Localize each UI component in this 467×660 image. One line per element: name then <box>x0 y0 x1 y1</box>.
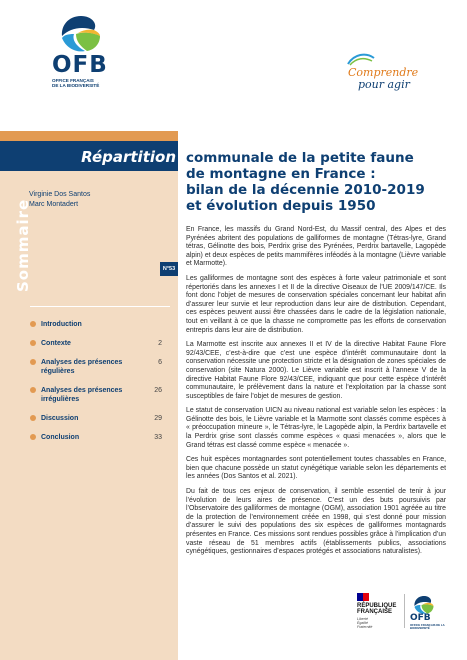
bullet-icon <box>30 387 36 393</box>
footer-ofb-subtitle: OFFICE FRANÇAIS DE LA BIODIVERSITÉ <box>410 623 445 631</box>
body-text <box>186 226 446 563</box>
bullet-icon <box>30 321 36 327</box>
ofb-logo-subtitle: OFFICE FRANÇAIS DE LA BIODIVERSITÉ <box>52 78 100 89</box>
tagline-swirl-icon <box>346 52 376 66</box>
author-1: Virginie Dos Santos <box>29 191 91 198</box>
sommaire-divider <box>30 306 170 307</box>
bullet-icon <box>30 340 36 346</box>
title-first-word: Répartition <box>81 148 176 166</box>
toc-item-presences-irregulieres[interactable]: Analyses des présences irrégulières 26 <box>30 386 162 404</box>
tagline-line-2: pour agir <box>358 78 410 91</box>
footer-ofb-wordmark: OFB <box>410 613 431 623</box>
ofb-logo-icon <box>58 14 104 54</box>
toc-item-presences-regulieres[interactable]: Analyses des présences régulières 6 <box>30 358 162 376</box>
table-of-contents <box>30 320 162 452</box>
paragraph: Du fait de tous ces enjeux de conservation, il semble essentiel de tenir à jour l’évolution de leurs aires de présence. C’est un des buts poursuivis par l’Observatoire des galliformes de montagne (OGM), association 1901 agréée au titre de la protection de l’environnement créée en 1998, qui s’est donné pour mission d’assurer le suivi des populations des six espèces de galliformes montagnards présentes en France. Ces missions sont rendues possibles grâce à l’implication d’un vaste réseau de 51 membres actifs (établissements publics, associations cynégétiques, gestionnaires d’espaces protégés et associations naturalistes). <box>186 488 446 556</box>
paragraph: En France, les massifs du Grand Nord-Est, du Massif central, des Alpes et des Pyrénées abritent des populations de galliformes de montagne (Tétras-lyre, Grand tétras, Gélinotte des bois, Perdrix grise des Pyrénées, Perdrix bartavelle, Lagopède alpin) et deux espèces de petits mammifères inféodés à la montagne (Lièvre variable et Marmotte). <box>186 226 446 268</box>
paragraph: Ces huit espèces montagnardes sont potentiellement toutes chassables en France, bien que chacune possède un statut cynégétique variable selon les départements et les années (Dos Santos et al. 2021). <box>186 456 446 481</box>
footer-divider <box>404 594 405 628</box>
republique-flag-red <box>363 593 369 601</box>
toc-item-contexte[interactable]: Contexte 2 <box>30 339 162 348</box>
paragraph: Le statut de conservation UICN au niveau national est variable selon les espèces : la Gélinotte des bois, le Lièvre variable et la Marmotte sont classés comme espèces à « préoccupation mineure », le Tétras-lyre, le Lagopède alpin, la Perdrix bartavelle et la Perdrix grise sont classés comme espèces « quasi menacées », alors que le Grand tétras est classé comme espèce « menacée ». <box>186 407 446 449</box>
ofb-logo-wordmark: OFB <box>52 52 108 78</box>
paragraph: La Marmotte est inscrite aux annexes II et IV de la directive Habitat Faune Flore 92/43/CEE, c’est-à-dire que c’est une espèce d’intérêt communautaire dont la conservation nécessite une protection stricte et la désignation de zones spéciales de conservation (site Natura 2000). Le Lièvre variable est inscrit à l’annexe V de la directive Habitat Faune Flore 92/43/CEE, indiquant que pour cette espèce d’intérêt communautaire, le prélèvement dans la nature et l’exploitation par la chasse sont susceptibles de faire l’objet de mesures de gestion. <box>186 341 446 400</box>
issue-badge: N°53 <box>160 262 178 276</box>
orange-accent-bar <box>0 131 178 141</box>
bullet-icon <box>30 359 36 365</box>
page-title: communale de la petite faune de montagne en France : bilan de la décennie 2010-2019 et évolution depuis 1950 <box>186 150 425 214</box>
republique-francaise-logo: RÉPUBLIQUE FRANÇAISE <box>357 603 397 616</box>
footer-ofb-logo-icon <box>412 595 436 615</box>
toc-item-conclusion[interactable]: Conclusion 33 <box>30 433 162 442</box>
bullet-icon <box>30 415 36 421</box>
republique-motto: Liberté Égalité Fraternité <box>357 617 373 629</box>
tagline-line-1: Comprendre <box>348 66 419 79</box>
toc-item-introduction[interactable]: Introduction <box>30 320 162 329</box>
author-2: Marc Montadert <box>29 201 79 208</box>
sommaire-heading: Sommaire <box>14 198 32 292</box>
paragraph: Les galliformes de montagne sont des espèces à forte valeur patrimoniale et sont répertoriés dans les annexes I et II de la directive Oiseaux de l’UE 2009/147/CE. Ils font donc l’objet de mesures de conservation spéciales concernant leur habitat afin d’assurer leur survie et leur reproduction dans leur aire de distribution. Cependant, ces espèces peuvent aussi être chassées dans le cadre de la législation nationale, tout en veillant à ce que la chasse ne compromette pas les efforts de conservation entrepris dans leur aire de distribution. <box>186 274 446 334</box>
bullet-icon <box>30 434 36 440</box>
toc-item-discussion[interactable]: Discussion 29 <box>30 414 162 423</box>
authors <box>29 190 90 210</box>
